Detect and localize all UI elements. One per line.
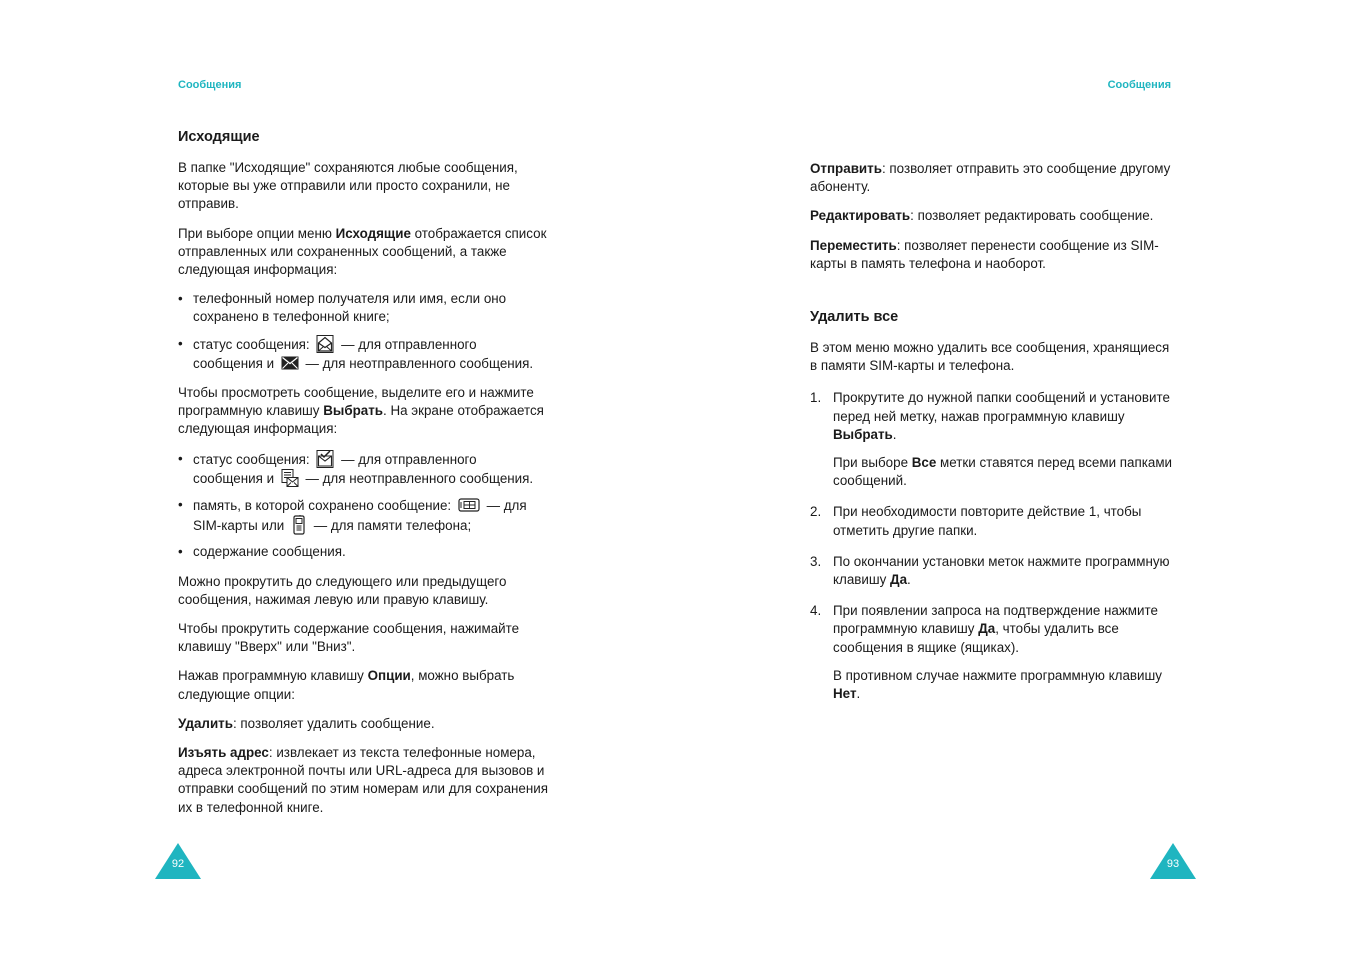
step-note: В противном случае нажмите программную клавишу Нет. bbox=[833, 667, 1162, 702]
list-item: • статус сообщения: — для отправленного сообщения и — для неотправленного сообщения. bbox=[178, 335, 548, 373]
section-heading-outbox: Исходящие bbox=[178, 129, 260, 145]
option-move: Переместить: позволяет перенести сообщение из SIM-карты в память телефона и наоборот. bbox=[810, 237, 1159, 271]
info-list-1 bbox=[178, 290, 548, 373]
step-number: 3. bbox=[810, 553, 822, 569]
step-note: При выборе Все метки ставятся перед всеми папками сообщений. bbox=[833, 455, 1173, 489]
intro-paragraph: В папке "Исходящие" сохраняются любые сообщения, которые вы уже отправили или просто сохранили, не отправив. bbox=[178, 160, 518, 212]
step-item: 1. Прокрутите до нужной папки сообщений и установите перед ней метку, нажав программную клавишу Выбрать. При выборе Все метки ставятся перед всеми папками сообщений. bbox=[810, 389, 1180, 490]
sent-message-icon bbox=[316, 450, 334, 468]
step-number: 1. bbox=[810, 390, 822, 406]
paragraph-menu-option: При выборе опции меню Исходящие отображается список отправленных или сохраненных сообщений, а также следующая информация: bbox=[178, 225, 547, 278]
left-column bbox=[178, 128, 548, 828]
option-send: Отправить: позволяет отправить это сообщение другому абоненту. bbox=[810, 161, 1171, 195]
page-number-badge bbox=[1150, 843, 1196, 879]
section-heading-delete-all: Удалить все bbox=[810, 309, 899, 326]
paragraph-scroll-content: Чтобы прокрутить содержание сообщения, нажимайте клавишу "Вверх" или "Вниз". bbox=[178, 621, 520, 655]
list-item: • память, в которой сохранено сообщение: — для SIM-карты или — для памяти телефона; bbox=[178, 496, 548, 535]
right-page bbox=[675, 0, 1351, 954]
unsent-message-icon bbox=[281, 354, 299, 372]
spacer bbox=[810, 284, 1180, 308]
step-item: 3. По окончании установки меток нажмите программную клавишу Да. bbox=[810, 553, 1170, 588]
step-item: 4. При появлении запроса на подтверждение нажмите программную клавишу Да, чтобы удалить все сообщения в ящике (ящиках). В противном случае нажмите программную клавишу Нет. bbox=[810, 602, 1180, 703]
intro-paragraph: В этом меню можно удалить все сообщения, хранящиеся в памяти SIM-карты и телефона. bbox=[810, 340, 1170, 374]
list-item: • содержание сообщения. bbox=[178, 543, 548, 561]
step-number: 4. bbox=[810, 603, 822, 619]
paragraph-scroll-messages: Можно прокрутить до следующего или предыдущего сообщения, нажимая левую или правую клавишу. bbox=[178, 573, 507, 607]
unsent-message-icon bbox=[281, 469, 299, 487]
option-edit: Редактировать: позволяет редактировать сообщение. bbox=[810, 208, 1154, 224]
step-item: 2. При необходимости повторите действие 1, чтобы отметить другие папки. bbox=[810, 504, 1142, 538]
sim-card-icon bbox=[458, 496, 480, 514]
page-number-badge bbox=[155, 843, 201, 879]
page-number: 92 bbox=[171, 858, 185, 870]
list-item: • телефонный номер получателя или имя, если оно сохранено в телефонной книге; bbox=[178, 290, 548, 326]
paragraph-options: Нажав программную клавишу Опции, можно выбрать следующие опции: bbox=[178, 668, 515, 702]
phone-memory-icon bbox=[291, 515, 307, 535]
step-number: 2. bbox=[810, 504, 822, 520]
list-item: • статус сообщения: — для отправленного сообщения и — для неотправленного сообщения. bbox=[178, 450, 548, 488]
page-number: 93 bbox=[1166, 858, 1180, 870]
info-list-2 bbox=[178, 450, 548, 562]
left-page bbox=[0, 0, 675, 954]
option-delete: Удалить: позволяет удалить сообщение. bbox=[178, 715, 435, 731]
sent-message-icon bbox=[316, 335, 334, 353]
steps-list bbox=[810, 389, 1180, 703]
option-extract-address: Изъять адрес: извлекает из текста телефонные номера, адреса электронной почты или URL-адреса для вызовов и отправки сообщений по этим номерам или для сохранения их в телефонной книге. bbox=[178, 745, 549, 815]
right-column bbox=[810, 160, 1180, 716]
paragraph-view-message: Чтобы просмотреть сообщение, выделите его и нажмите программную клавишу Выбрать. На экране отображается следующая информация: bbox=[178, 385, 544, 437]
running-head: Сообщения bbox=[1107, 79, 1171, 91]
running-head: Сообщения bbox=[178, 79, 242, 91]
